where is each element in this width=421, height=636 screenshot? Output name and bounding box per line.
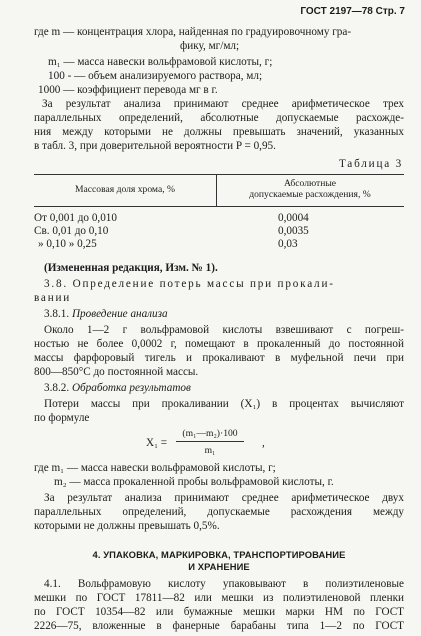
result2-line3: которыми не должны превышать 0,5%. — [34, 520, 220, 532]
table-col1-header: Массовая доля хрома, % — [75, 184, 175, 195]
section-3-8-2-line1: Потери массы при прокаливании (X₁) в процентах вычисляют — [44, 398, 404, 410]
section-3-8-heading-l1: 3.8. Определение потерь массы при прокали- — [44, 278, 335, 290]
formula-lhs: X₁ = — [146, 437, 168, 449]
result2-line1: За результат анализа принимают среднее арифметическое двух — [44, 492, 404, 504]
section-3-8-1-line3: массы фарфоровый тигель и прокаливают в муфельной печи при — [34, 352, 404, 364]
section-3-8-1-line2: ностью не более 0,0002 г, помещают в прокаленный до постоянной — [34, 338, 404, 350]
formula-denominator: m₁ — [204, 445, 216, 456]
section-4-title-l2: И ХРАНЕНИЕ — [188, 561, 250, 572]
result2-line2: параллельных определений, допускаемые расхождения между — [34, 506, 404, 518]
section-3-8-1 — [44, 308, 168, 321]
section-4-line2: мешки по ГОСТ 17811—82 или мешки из полиэтиленовой пленки — [34, 592, 404, 604]
formula-comma: , — [262, 437, 265, 449]
legend2-m1: где m₁ — масса навески вольфрамовой кислоты, г; — [34, 462, 276, 474]
table-caption: Таблица 3 — [338, 158, 403, 170]
section-3-8-1-line1: Около 1—2 г вольфрамовой кислоты взвешивают с погреш- — [44, 324, 404, 336]
section-3-8-2 — [44, 382, 191, 395]
section-3-8-2-line2: по формуле — [34, 412, 90, 424]
section-3-8-2-title: Обработка результатов — [71, 382, 191, 394]
legend-m1-line: m₁ — масса навески вольфрамовой кислоты, г; — [48, 56, 273, 68]
table-row3-value: 0,03 — [278, 238, 298, 250]
formula-fraction-bar — [176, 441, 244, 442]
table-top-rule — [34, 174, 404, 175]
table-row2-value: 0,0035 — [278, 225, 309, 237]
section-3-8-1-title: Проведение анализа — [71, 308, 168, 320]
section-4-line1: 4.1. Вольфрамовую кислоту упаковывают в полиэтиленовые — [44, 578, 404, 590]
legend-coef-line: 1000 — коэффициент перевода мг в г. — [38, 84, 218, 96]
legend-m-line2: фику, мг/мл; — [180, 40, 240, 52]
legend2-m2: m₂ — масса прокаленной пробы вольфрамовой кислоты, г. — [54, 476, 334, 488]
legend-m-line1: где m — концентрация хлора, найденная по градуировочному гра- — [34, 26, 352, 38]
section-4-line3: по ГОСТ 10354—82 или бумажные мешки марки НМ по ГОСТ — [34, 606, 404, 618]
table-col2-header-l1: Абсолютные — [283, 178, 337, 189]
section-3-8-2-num: 3.8.2. — [44, 382, 70, 394]
section-3-8-1-line4: 800—850°С до постоянной массы. — [34, 366, 199, 378]
table-row2-range: Св. 0,01 до 0,10 — [34, 225, 109, 237]
legend-volume-line: 100 - — объем анализируемого раствора, мл; — [48, 70, 263, 82]
table-row3-range: » 0,10 » 0,25 — [38, 238, 97, 250]
table-row1-value: 0,0004 — [278, 212, 309, 224]
table-col2-header-l2: допускаемые расхождения, % — [249, 189, 371, 200]
section-3-8-heading-l2: вании — [34, 292, 72, 304]
formula-numerator: (m₁—m₂)·100 — [182, 428, 238, 439]
running-header: ГОСТ 2197—78 Стр. 7 — [300, 6, 405, 17]
result-para-line4: в табл. 3, при доверительной вероятности P = 0,95. — [34, 140, 276, 152]
section-4-title-l1: 4. УПАКОВКА, МАРКИРОВКА, ТРАНСПОРТИРОВАНИЕ — [92, 549, 346, 560]
result-para-line2: параллельных определений, абсолютные допускаемые расхожде- — [34, 112, 404, 124]
table-header-rule — [34, 206, 404, 207]
result-para-line3: ния между которыми не должны превышать значений, указанных — [34, 126, 404, 138]
revision-note: (Измененная редакция, Изм. № 1). — [44, 262, 218, 274]
result-para-line1: За результат анализа принимают среднее арифметическое трех — [42, 98, 404, 110]
section-3-8-1-num: 3.8.1. — [44, 308, 70, 320]
table-row1-range: От 0,001 до 0,010 — [34, 212, 117, 224]
section-4-line4: 2226—75, вложенные в фанерные барабаны типа 1—2 по ГОСТ — [34, 620, 404, 632]
